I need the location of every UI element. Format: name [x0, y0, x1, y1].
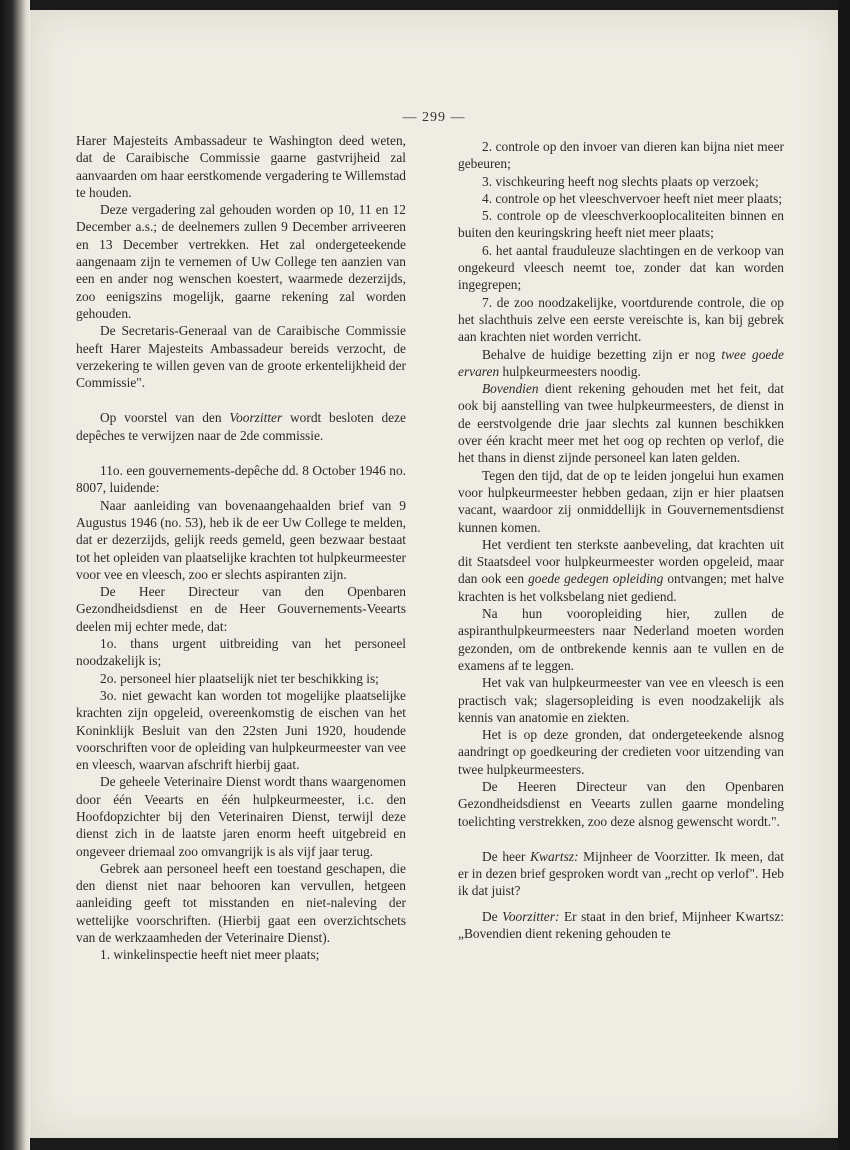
paragraph: De Heer Directeur van den Openbaren Gezondheidsdienst en de Heer Gouvernements-Veearts deelen mij echter mede, dat: — [76, 584, 406, 634]
document-page — [30, 10, 838, 1138]
paragraph: Bovendien dient rekening gehouden met het feit, dat ook bij aanstelling van twee hulpkeurmeesters, de dienst in de eerstvolgende drie jaar slechts zal kunnen beschikken over één kracht meer met het oog op rechten op verlof, die het thans in dienst zijnde personeel kan laten gelden. — [458, 381, 784, 466]
paragraph: Behalve de huidige bezetting zijn er nog twee goede ervaren hulpkeurmeesters noodig. — [458, 346, 784, 379]
paragraph: Na hun vooropleiding hier, zullen de aspiranthulpkeurmeesters naar Nederland moeten worden gezonden, om de ontbrekende kennis aan te vullen en de examens af te leggen. — [458, 606, 784, 673]
paragraph: Harer Majesteits Ambassadeur te Washington deed weten, dat de Caraibische Commissie gaarne gastvrijheid zal aanvaarden om haar eerstkomende vergadering te Willemstad te houden. — [76, 133, 406, 200]
list-item: 4. controle op het vleeschvervoer heeft niet meer plaats; — [482, 190, 783, 206]
paragraph: De geheele Veterinaire Dienst wordt thans waargenomen door één Veearts en één hulpkeurmeester, i.c. den Hoofdopzichter bij den Veterinairen Dienst, terwijl deze dienst zich in de laatste jaren enorm heeft uitgebreid en ongeveer driemaal zoo omvangrijk is als vijf jaar terug. — [76, 774, 406, 859]
list-item: 1o. thans urgent uitbreiding van het personeel noodzakelijk is; — [76, 636, 406, 669]
list-item: 2. controle op den invoer van dieren kan bijna niet meer gebeuren; — [458, 139, 784, 172]
paragraph: Het verdient ten sterkste aanbeveling, dat krachten uit dit Staatsdeel voor hulpkeurmeester worden opgeleid, maar dan ook een goede gedegen opleiding ontvangen; met halve krachten is het volksbelang niet gediend. — [458, 536, 784, 604]
page-number: — 299 — — [402, 110, 466, 125]
right-column — [458, 138, 784, 942]
list-item: 6. het aantal frauduleuze slachtingen en de verkoop van ongekeurd vleesch neemt toe, zonder dat kan worden ingegrepen; — [458, 242, 784, 293]
left-column — [76, 132, 406, 964]
list-item: 7. de zoo noodzakelijke, voortdurende controle, die op het slachthuis zelve een eerste vereischte is, kan bij gebrek aan krachten niet worden verricht. — [458, 294, 784, 345]
list-item: 2o. personeel hier plaatselijk niet ter beschikking is; — [100, 670, 379, 686]
paragraph: De Heeren Directeur van den Openbaren Gezondheidsdienst en Veearts zullen gaarne mondeling toelichting verstrekken, zoo deze alsnog gewenscht wordt.". — [458, 778, 784, 829]
speaker-paragraph: De Voorzitter: Er staat in den brief, Mijnheer Kwartsz: „Bovendien dient rekening gehouden te — [458, 908, 784, 942]
paragraph: Tegen den tijd, dat de op te leiden jongelui hun examen voor hulpkeurmeester hebben gedaan, zijn er hier plaatsen vacant, waardoor zij onmiddellijk in Gouvernementsdienst kunnen komen. — [458, 467, 784, 535]
list-item: 5. controle op de vleeschverkooplocaliteiten binnen en buiten den keuringskring heeft niet meer plaats; — [458, 208, 784, 241]
list-item: 1. winkelinspectie heeft niet meer plaats; — [100, 947, 320, 963]
paragraph: Het is op deze gronden, dat ondergeteekende alsnog aandringt op goedkeuring der credieten voor uitzending van twee hulpkeurmeesters. — [458, 727, 784, 777]
paragraph: De Secretaris-Generaal van de Caraibische Commissie heeft Harer Majesteits Ambassadeur bereids verzocht, de verzekering te willen geven van de groote erkentelijkheid der Commissie". — [76, 323, 406, 391]
speaker-paragraph: De heer Kwartsz: Mijnheer de Voorzitter. Ik meen, dat er in dezen brief gesproken wordt van „recht op verlof". Heb ik dat juist? — [458, 848, 784, 899]
paragraph: Op voorstel van den Voorzitter wordt besloten deze depêches te verwijzen naar de 2de commissie. — [76, 410, 406, 443]
paragraph: Het vak van hulpkeurmeester van vee en vleesch is een practisch vak; slagersopleiding is even noodzakelijk als kennis van anatomie en ziekten. — [458, 675, 784, 725]
paragraph: Gebrek aan personeel heeft een toestand geschapen, die den dienst niet naar behooren kan vervullen, hetgeen aanleiding geeft tot misstanden en niet-naleving der wettelijke voorschriften. (Hierbij gaat een overzichtschets van de werkzaamheden der Veterinaire Dienst). — [76, 860, 406, 946]
paragraph: Deze vergadering zal gehouden worden op 10, 11 en 12 December a.s.; de deelnemers zullen 9 December arriveeren en 13 December vertrekken. Het zal ondergeteekende aangenaam zijn te vernemen of Uw College ten aanzien van een en ander nog wenschen koestert, waarmede dezerzijds, zoo eenigszins mogelijk, gaarne rekening zal worden gehouden. — [76, 202, 406, 321]
paragraph: 11o. een gouvernements-depêche dd. 8 October 1946 no. 8007, luidende: — [76, 463, 406, 496]
paragraph: Naar aanleiding van bovenaangehaalden brief van 9 Augustus 1946 (no. 53), heb ik de eer Uw College te melden, dat er dezerzijds, gelijk reeds gemeld, geen bezwaar bestaat tot het opleiden van plaatselijke krachten tot hulpkeurmeester voor vee en vleesch, zoo er slechts aspiranten zijn. — [76, 497, 406, 582]
list-item: 3. vischkeuring heeft nog slechts plaats op verzoek; — [482, 173, 759, 189]
scan-left-edge — [0, 0, 30, 1150]
scan-right-edge — [838, 0, 850, 1150]
list-item: 3o. niet gewacht kan worden tot mogelijke plaatselijke krachten zijn opgeleid, overeenkomstig de eischen van het Koninklijk Besluit van den 22sten Juni 1920, houdende voorschriften voor de opleiding van hulpkeurmeester van vee en vleesch, waarvan afschrift hierbij gaat. — [76, 687, 406, 773]
